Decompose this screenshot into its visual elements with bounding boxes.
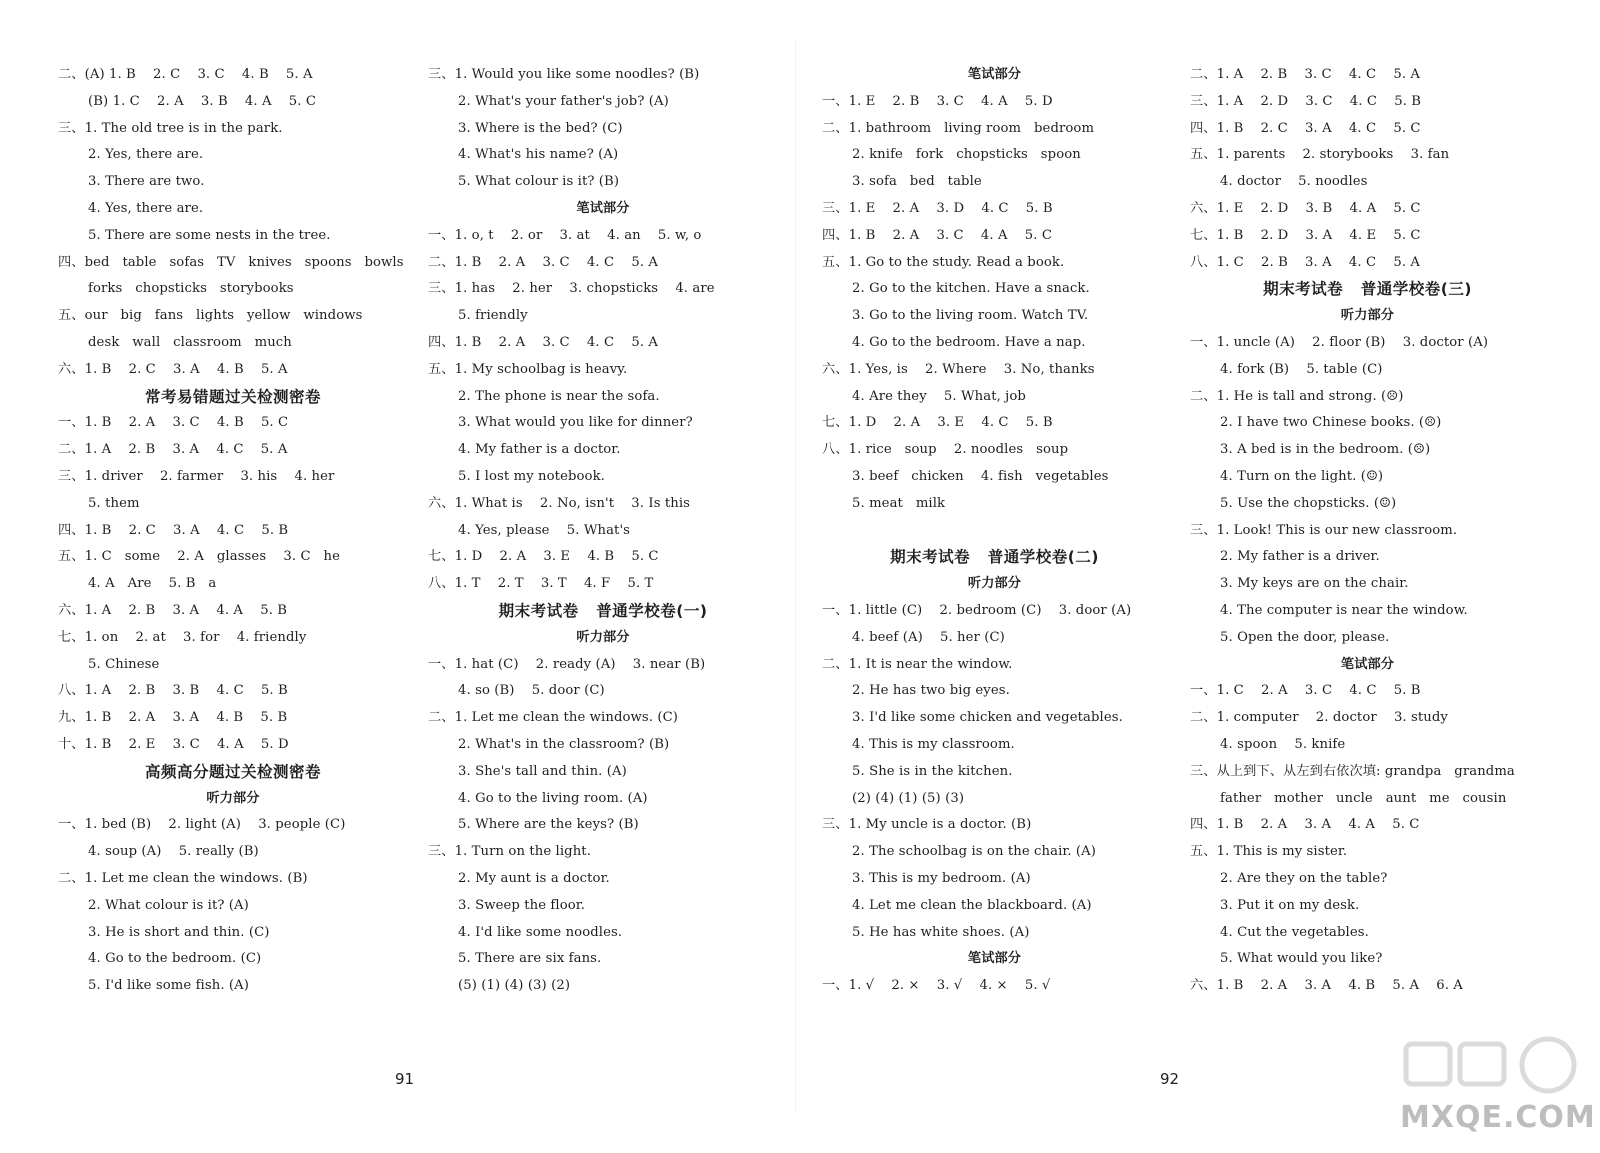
section-subtitle: 笔试部分 [967,951,1022,967]
answer-line: 一、1. E 2. B 3. C 4. A 5. D [822,93,1053,109]
section-title: 常考易错题过关检测密卷 [144,387,321,406]
answer-line: 4. fork (B) 5. table (C) [1220,361,1383,377]
answer-line: 4. This is my classroom. [852,736,1015,752]
answer-line: (2) (4) (1) (5) (3) [852,790,965,806]
answer-line: 4. spoon 5. knife [1220,736,1346,752]
answer-line: forks chopsticks storybooks [88,281,294,297]
answer-line: 2. Yes, there are. [88,147,204,163]
answer-line: 二、1. Let me clean the windows. (C) [428,710,679,726]
answer-line: father mother uncle aunt me cousin [1220,790,1507,806]
answer-line: 2. The phone is near the sofa. [458,388,660,404]
answer-line: 4. beef (A) 5. her (C) [852,629,1005,645]
answer-line: 八、1. C 2. B 3. A 4. C 5. A [1190,254,1421,270]
answer-line: 六、1. What is 2. No, isn't 3. Is this [428,495,691,511]
answer-line: 4. Turn on the light. (☺) [1220,468,1384,484]
answer-line: 3. Where is the bed? (C) [458,120,623,136]
answer-line: 4. Yes, please 5. What's [458,522,631,538]
answer-line: 三、1. Would you like some noodles? (B) [428,67,700,82]
answer-line: 3. My keys are on the chair. [1220,576,1409,592]
answer-line: 五、1. My schoolbag is heavy. [428,361,628,377]
answer-line: 四、1. B 2. C 3. A 4. C 5. B [58,522,289,538]
answer-line: 八、1. rice soup 2. noodles soup [822,442,1069,458]
answer-line: 3. beef chicken 4. fish vegetables [852,468,1109,484]
answer-line: 5. Open the door, please. [1220,629,1390,645]
answer-line: 三、1. The old tree is in the park. [58,120,283,136]
section-title: 高频高分题过关检测密卷 [144,762,321,781]
answer-line: 八、1. A 2. B 3. B 4. C 5. B [58,683,288,699]
answer-line: 五、1. Go to the study. Read a book. [822,254,1065,270]
answer-line: 二、1. A 2. B 3. C 4. C 5. A [1190,67,1421,82]
answer-line: 3. I'd like some chicken and vegetables. [852,710,1123,726]
answer-line: 一、1. C 2. A 3. C 4. C 5. B [1190,683,1421,699]
answer-line: 二、1. B 2. A 3. C 4. C 5. A [428,254,659,270]
answer-line: 四、1. B 2. C 3. A 4. C 5. C [1190,120,1421,136]
column-2 [428,62,778,1000]
page-gutter [795,40,796,1113]
answer-line: 四、1. B 2. A 3. A 4. A 5. C [1190,817,1420,833]
answer-line: 三、从上到下、从左到右依次填: grandpa grandma [1190,763,1515,779]
answer-line: 三、1. Turn on the light. [428,844,592,860]
answer-line: 5. Where are the keys? (B) [458,817,639,833]
answer-line: 三、1. My uncle is a doctor. (B) [822,817,1032,833]
answer-line: 5. meat milk [852,495,946,511]
spacer [822,518,1167,545]
answer-line: 一、1. hat (C) 2. ready (A) 3. near (B) [428,656,706,672]
answer-line: 2. Go to the kitchen. Have a snack. [852,281,1090,297]
answer-line: 五、1. parents 2. storybooks 3. fan [1190,147,1450,163]
answer-line: 二、1. He is tall and strong. (☹) [1190,388,1404,404]
answer-line: 4. My father is a doctor. [458,442,621,458]
answer-line: 3. Put it on my desk. [1220,897,1360,913]
answer-line: 4. The computer is near the window. [1220,602,1468,618]
answer-line: 5. I lost my notebook. [458,468,605,484]
answer-line: 七、1. on 2. at 3. for 4. friendly [58,629,307,645]
answer-line: 二、1. computer 2. doctor 3. study [1190,710,1448,726]
answer-line: 一、1. √ 2. × 3. √ 4. × 5. √ [822,978,1051,994]
answer-line: 二、1. It is near the window. [822,656,1013,672]
answer-line: 一、1. little (C) 2. bedroom (C) 3. door (A) [822,602,1132,618]
answer-line: 5. She is in the kitchen. [852,763,1013,779]
section-title: 期末考试卷 普通学校卷(一) [498,601,708,620]
answer-line: 三、1. Look! This is our new classroom. [1190,522,1458,538]
answer-line: 3. Sweep the floor. [458,897,586,913]
answer-line: 4. Are they 5. What, job [852,388,1026,404]
answer-line: 2. What colour is it? (A) [88,897,249,913]
answer-line: 一、1. B 2. A 3. C 4. B 5. C [58,415,289,431]
watermark-text: MXQE.COM [1400,1100,1596,1135]
answer-line: 3. He is short and thin. (C) [88,924,270,940]
answer-line: 5. friendly [458,308,528,324]
answer-line: 二、(A) 1. B 2. C 3. C 4. B 5. A [58,67,313,82]
answer-line: 二、1. A 2. B 3. A 4. C 5. A [58,442,288,458]
answer-line: 5. He has white shoes. (A) [852,924,1030,940]
answer-line: 三、1. A 2. D 3. C 4. C 5. B [1190,93,1422,109]
answer-line: 三、1. E 2. A 3. D 4. C 5. B [822,200,1053,216]
answer-line: 七、1. D 2. A 3. E 4. B 5. C [428,549,659,565]
answer-line: 2. My aunt is a doctor. [458,870,610,886]
answer-line: 四、bed table sofas TV knives spoons bowls [58,254,404,270]
answer-line: 4. Go to the bedroom. Have a nap. [852,334,1086,350]
answer-line: 六、1. E 2. D 3. B 4. A 5. C [1190,200,1421,216]
section-subtitle: 笔试部分 [576,200,630,216]
answer-line: 4. doctor 5. noodles [1220,174,1368,190]
answer-line: 七、1. D 2. A 3. E 4. C 5. B [822,415,1053,431]
answer-line: 4. Yes, there are. [88,200,204,216]
section-title: 期末考试卷 普通学校卷(三) [1263,280,1472,299]
answer-line: 3. Go to the living room. Watch TV. [852,308,1089,324]
answer-line: 2. What's your father's job? (A) [458,93,669,109]
answer-line: 4. soup (A) 5. really (B) [88,844,259,860]
answer-line: (5) (1) (4) (3) (2) [458,978,571,994]
answer-line: 六、1. B 2. C 3. A 4. B 5. A [58,361,288,377]
section-title: 期末考试卷 普通学校卷(二) [890,548,1099,567]
column-1 [58,62,408,1000]
answer-line: 2. What's in the classroom? (B) [458,736,670,752]
answer-line: 2. Are they on the table? [1220,870,1388,886]
section-subtitle: 听力部分 [1340,308,1395,324]
column-4 [1190,62,1545,1000]
answer-line: 3. This is my bedroom. (A) [852,870,1031,886]
answer-line: 五、our big fans lights yellow windows [58,308,363,324]
answer-line: 4. A Are 5. B a [88,576,217,592]
answer-line: 3. A bed is in the bedroom. (☹) [1220,442,1431,458]
answer-line: 5. them [88,495,140,511]
answer-line: 5. Chinese [88,656,160,672]
answer-line: 五、1. C some 2. A glasses 3. C he [58,549,341,565]
answer-line: 七、1. B 2. D 3. A 4. E 5. C [1190,227,1421,243]
answer-line: 4. Go to the bedroom. (C) [88,951,262,967]
answer-line: 二、1. Let me clean the windows. (B) [58,870,308,886]
answer-line: 二、1. bathroom living room bedroom [822,120,1095,136]
section-subtitle: 听力部分 [206,790,260,806]
answer-line: 十、1. B 2. E 3. C 4. A 5. D [58,736,289,752]
column-3 [822,62,1167,1000]
answer-line: 3. What would you like for dinner? [458,415,693,431]
answer-line: 3. sofa bed table [852,174,982,190]
answer-line: (B) 1. C 2. A 3. B 4. A 5. C [88,93,317,109]
answer-line: 5. I'd like some fish. (A) [88,978,250,994]
answer-line: 5. What colour is it? (B) [458,174,620,190]
answer-line: 4. Cut the vegetables. [1220,924,1369,940]
answer-line: 六、1. A 2. B 3. A 4. A 5. B [58,602,288,618]
answer-line: 3. She's tall and thin. (A) [458,763,627,779]
answer-line: 2. He has two big eyes. [852,683,1010,699]
section-subtitle: 笔试部分 [967,67,1022,82]
answer-line: 4. I'd like some noodles. [458,924,623,940]
answer-line: 3. There are two. [88,174,205,190]
answer-line: 5. There are six fans. [458,951,602,967]
section-subtitle: 听力部分 [967,576,1022,592]
section-subtitle: 听力部分 [576,629,630,645]
answer-line: 四、1. B 2. A 3. C 4. C 5. A [428,334,659,350]
answer-line: 三、1. has 2. her 3. chopsticks 4. are [428,281,715,297]
answer-line: 八、1. T 2. T 3. T 4. F 5. T [428,576,654,592]
answer-line: 2. The schoolbag is on the chair. (A) [852,844,1097,860]
answer-line: 六、1. Yes, is 2. Where 3. No, thanks [822,361,1095,377]
section-subtitle: 笔试部分 [1340,656,1395,672]
answer-line: 2. My father is a driver. [1220,549,1380,565]
answer-line: 4. Go to the living room. (A) [458,790,648,806]
answer-line: 5. There are some nests in the tree. [88,227,331,243]
answer-line: 4. What's his name? (A) [458,147,619,163]
answer-line: 六、1. B 2. A 3. A 4. B 5. A 6. A [1190,978,1463,994]
answer-line: 四、1. B 2. A 3. C 4. A 5. C [822,227,1053,243]
answer-line: 4. Let me clean the blackboard. (A) [852,897,1092,913]
answer-line: 五、1. This is my sister. [1190,844,1348,860]
answer-line: 一、1. bed (B) 2. light (A) 3. people (C) [58,817,346,833]
answer-line: 一、1. o, t 2. or 3. at 4. an 5. w, o [428,227,702,243]
answer-line: 2. knife fork chopsticks spoon [852,147,1081,163]
answer-line: 三、1. driver 2. farmer 3. his 4. her [58,468,335,484]
answer-line: 5. What would you like? [1220,951,1383,967]
answer-line: 2. I have two Chinese books. (☹) [1220,415,1442,431]
answer-line: 4. so (B) 5. door (C) [458,683,605,699]
answer-line: 5. Use the chopsticks. (☺) [1220,495,1397,511]
page-number-right: 92 [1160,1070,1180,1088]
page-number-left: 91 [395,1070,415,1088]
answer-line: desk wall classroom much [88,334,292,350]
answer-line: 九、1. B 2. A 3. A 4. B 5. B [58,710,288,726]
answer-line: 一、1. uncle (A) 2. floor (B) 3. doctor (A) [1190,334,1489,350]
